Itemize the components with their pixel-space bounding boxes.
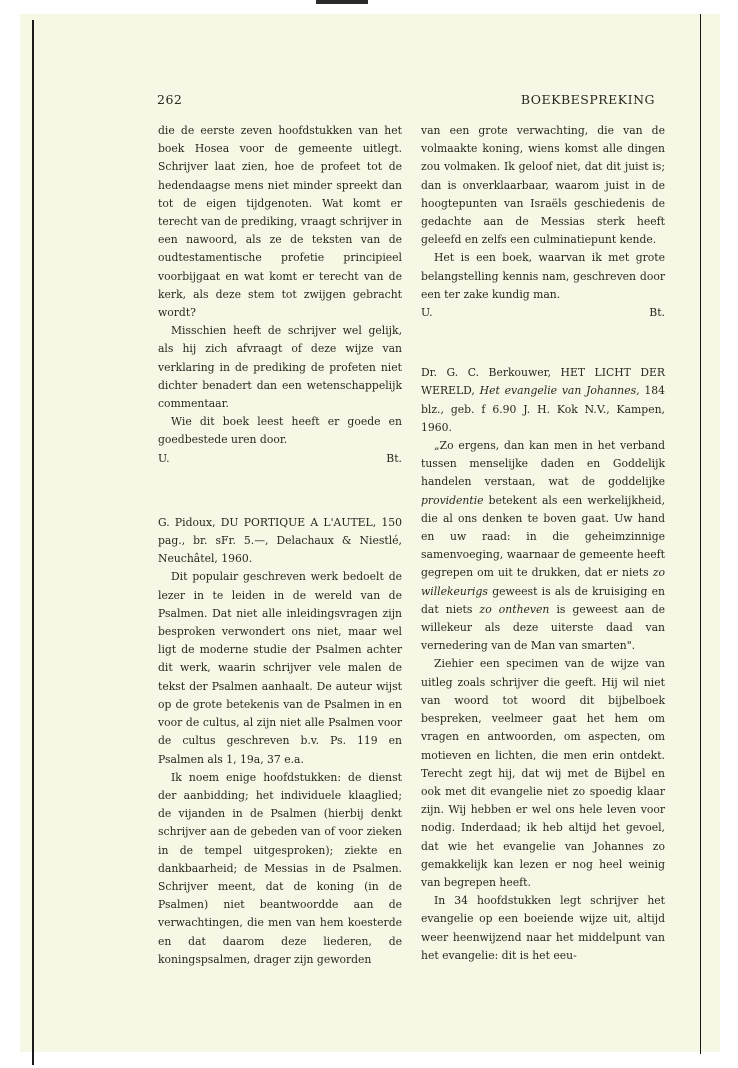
quote-emphasis: zo ontheven — [479, 602, 550, 616]
paragraph: Het is een boek, waarvan ik met grote belangstelling kennis nam, geschreven door een ter zake kundig man. — [421, 251, 665, 301]
book-author-title: Dr. G. C. Berkouwer, HET LICHT DER WERELD, — [421, 366, 665, 398]
scan-mark — [316, 0, 368, 4]
page-number: 262 — [157, 92, 183, 107]
book-subtitle: Het evangelie van Johannes, — [479, 384, 640, 398]
paragraph: Ik noem enige hoofdstukken: de dienst der aanbidding; het individuele klaaglied; de vijanden in de Psalmen (hierbij denkt schrijver aan de gebeden van of voor zieken in de tempel uitgesproken); ziekte en dankbaarheid; de Messias in de Psalmen. Schrijver meent, dat de koning (in de Psalmen) niet beantwoordde aan de verwachtingen, die men van hem koesterde en dat daarom deze liederen, de koningspsalmen, drager zijn geworden — [158, 770, 402, 966]
right-column — [421, 122, 665, 965]
signature-initial: U. — [158, 451, 170, 465]
quote-text: geweest is als de kruisiging en dat niets — [421, 584, 666, 616]
paragraph: Ziehier een specimen van de wijze van uitleg zoals schrijver die geeft. Hij wil niet van woord tot woord dit bijbelboek bespreken, veelmeer gaat het hem om vragen en antwoorden, om aspecten, om motieven en lichten, die men erin ontdekt. Terecht zegt hij, dat wij met de Bijbel en ook met dit evangelie niet zo spoedig klaar zijn. Wij hebben er wel ons hele leven voor nodig. Inderdaad; ik heb altijd het gevoel, dat wie het evangelie van Johannes zo gemakkelijk kan lezen er nog heel weinig van begrepen heeft. — [421, 657, 665, 889]
signature-initial: Bt. — [649, 306, 665, 320]
quote-emphasis: providentie — [421, 493, 484, 507]
quote-text: „Zo ergens, dan kan men in het verband tussen menselijke daden en Goddelijk handelen verstaan, wat de goddelijke — [421, 439, 665, 489]
quote-text: is geweest aan de willekeur als deze uiterste daad van vernedering van de Man van smarten". — [421, 602, 666, 653]
paragraph: In 34 hoofdstukken legt schrijver het evangelie op een boeiende wijze uit, altijd weer heenwijzend naar het middelpunt van het evangelie: dit is het eeu- — [421, 894, 665, 962]
reviewer-signature — [158, 450, 402, 468]
signature-initial: U. — [421, 306, 433, 320]
left-column — [158, 122, 402, 969]
signature-initial: Bt. — [386, 451, 402, 465]
quotation-paragraph — [421, 437, 665, 655]
paragraph: Misschien heeft de schrijver wel gelijk, als hij zich afvraagt of deze wijze van verklaring in de prediking de profeten niet dichter benadert dan een wetenschappelijk commentaar. — [158, 324, 402, 411]
reviewer-signature — [421, 304, 665, 322]
page-edge-right — [700, 14, 701, 1054]
book-reference: G. Pidoux, DU PORTIQUE A L'AUTEL, 150 pag., br. sFr. 5.—, Delachaux & Niestlé, Neuchâtel, 1960. — [158, 515, 402, 566]
quote-emphasis: zo willekeurigs — [421, 566, 666, 598]
running-title: BOEKBESPREKING — [520, 92, 655, 107]
page-edge-left — [32, 20, 34, 1065]
quote-text: betekent als een werkelijkheid, die al ons denken te boven gaat. Uw hand en uw raad: in die geheimzinnige samenvoeging, waarnaar de gemeente heeft gegrepen om uit te drukken, dat er niets — [421, 493, 665, 580]
paragraph: die de eerste zeven hoofdstukken van het boek Hosea voor de gemeente uitlegt. Schrijver laat zien, hoe de profeet tot de hedendaagse mens niet minder spreekt dan tot de eigen tijdgenoten. Wat komt er terecht van de prediking, vraagt schrijver in een nawoord, als ze de teksten van de oudtestamentische profetie principieel voorbijgaat en wat komt er terecht van de kerk, als deze stem tot zwijgen gebracht wordt? — [158, 124, 402, 320]
paragraph: Wie dit boek leest heeft er goede en goedbestede uren door. — [158, 415, 402, 447]
book-details: 184 blz., geb. f 6.90 J. H. Kok N.V., Kampen, 1960. — [421, 384, 665, 434]
paragraph: Dit populair geschreven werk bedoelt de lezer in te leiden in de wereld van de Psalmen. Dat niet alle inleidingsvragen zijn besproken verwondert ons niet, maar wel ligt de moderne studie der Psalmen achter dit werk, waarin schrijver vele malen de tekst der Psalmen aanhaalt. De auteur wijst op de grote betekenis van de Psalmen in en voor de cultus, al zijn niet alle Psalmen voor de cultus geschreven b.v. Ps. 119 en Psalmen als 1, 19a, 37 e.a. — [158, 570, 402, 766]
book-reference — [421, 364, 665, 437]
paragraph: van een grote verwachting, die van de volmaakte koning, wiens komst alle dingen zou volmaken. Ik geloof niet, dat dit juist is; dan is onverklaarbaar, waarom juist in de hoogtepunten van Israëls geschiedenis de gedachte aan de Messias sterk heeft geleefd en zelfs een culminatiepunt kende. — [421, 124, 665, 247]
